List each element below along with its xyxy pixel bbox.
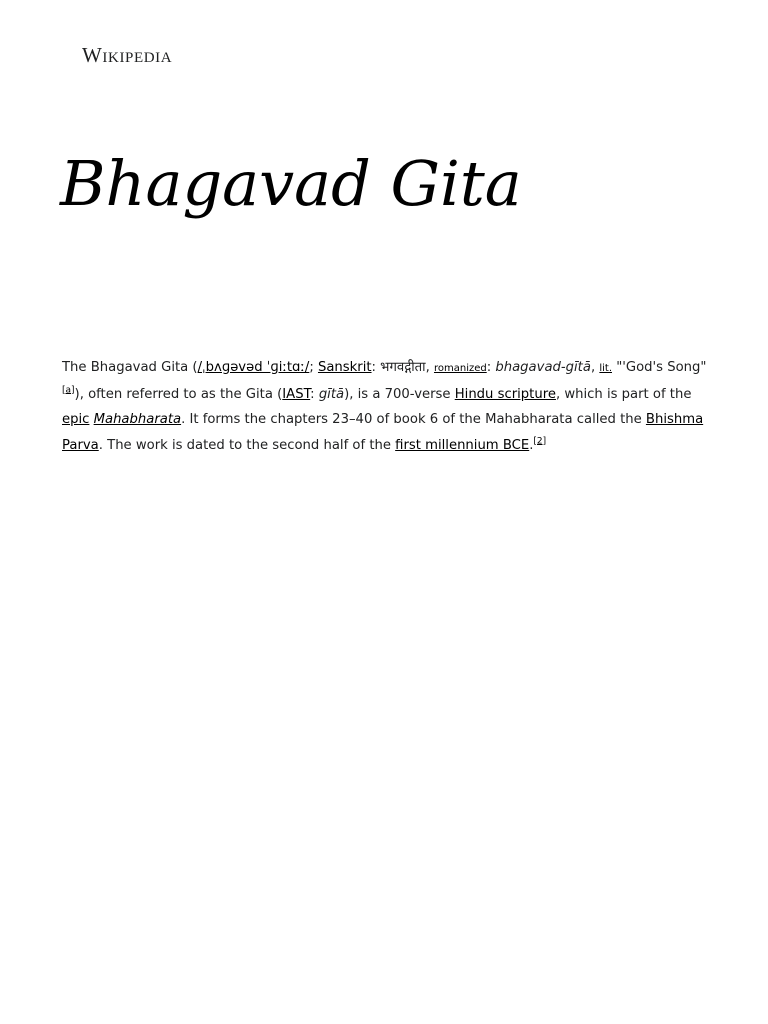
footnote-2-link[interactable]: [2]: [533, 436, 547, 447]
mahabharata-link[interactable]: Mahabharata: [93, 412, 182, 427]
lead-text: ,: [590, 360, 600, 375]
lead-text: :: [310, 386, 319, 402]
lead-text: "'God's Song": [612, 360, 707, 375]
lead-text: ), often referred to as the Gita (: [74, 386, 283, 402]
lead-text: ), is a 700-verse: [344, 386, 455, 402]
lead-text: The Bhagavad Gita (: [62, 360, 198, 375]
lead-text: . It forms the chapters 23–40 of book 6 of the Mahabharata called the: [181, 412, 646, 427]
epic-link[interactable]: epic: [62, 412, 90, 427]
sanskrit-link[interactable]: Sanskrit: [317, 360, 372, 375]
lead-text: , which is part of the: [555, 386, 692, 402]
lead-text: .: [529, 437, 534, 453]
lead-text: :: [486, 360, 496, 375]
lead-text: : भगवद्गीता,: [371, 360, 434, 375]
iast-value: gītā: [318, 386, 345, 402]
romanized-link[interactable]: romanized: [433, 363, 487, 374]
page-title: Bhagavad Gita: [60, 147, 522, 220]
footnote-a[interactable]: [62, 385, 75, 395]
lead-paragraph: [62, 355, 712, 458]
ipa-pronunciation-link[interactable]: /ˌbʌɡəvəd ˈɡiːtɑː/: [197, 360, 310, 375]
footnote-2[interactable]: [533, 436, 546, 446]
first-millennium-bce-link[interactable]: first millennium BCE: [395, 437, 530, 453]
lead-text: ;: [309, 360, 318, 375]
iast-link[interactable]: IAST: [282, 386, 311, 402]
bhishma-parva-link[interactable]: Bhishma Parva: [62, 412, 704, 453]
wikipedia-wordmark[interactable]: Wikipedia: [82, 43, 173, 67]
literally-link[interactable]: lit.: [599, 363, 612, 374]
hindu-scripture-link[interactable]: Hindu scripture: [454, 386, 556, 402]
romanized-value: bhagavad-gītā: [495, 360, 591, 375]
footnote-a-link[interactable]: [a]: [62, 385, 75, 396]
lead-text: . The work is dated to the second half of the: [98, 437, 396, 453]
